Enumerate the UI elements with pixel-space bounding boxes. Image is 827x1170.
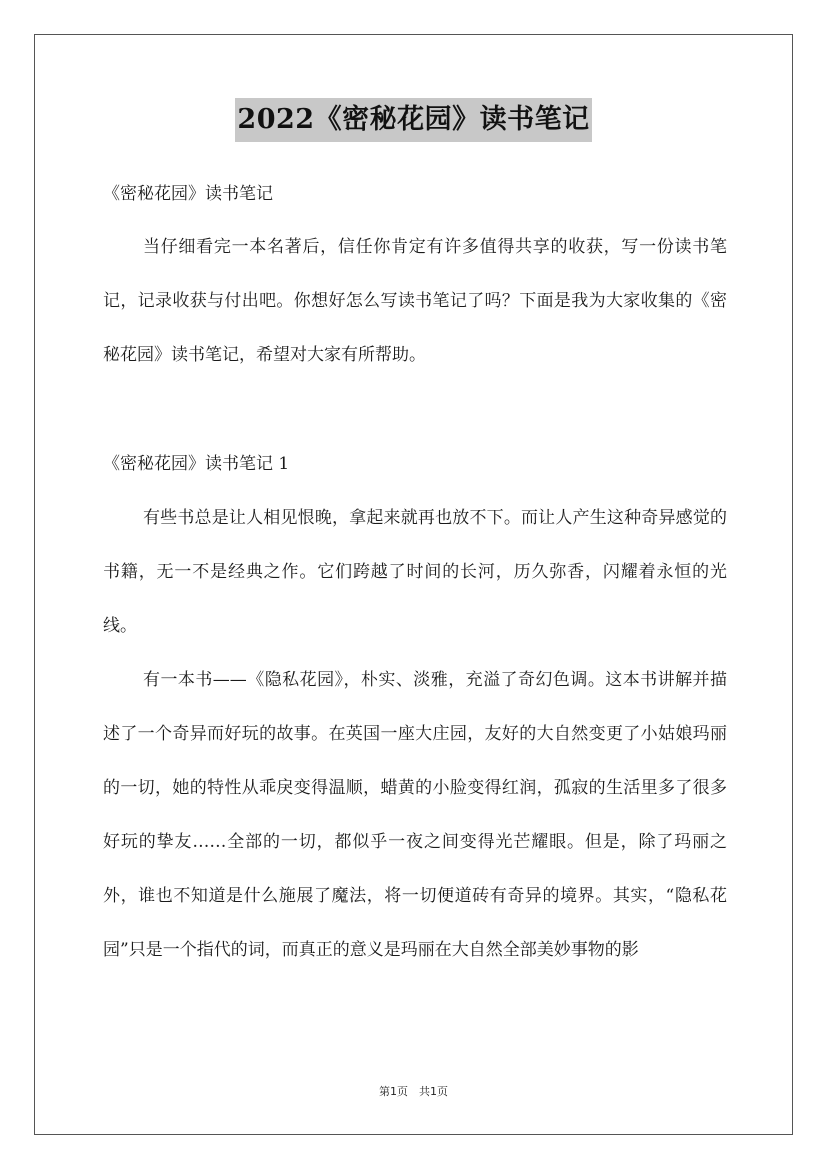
subheading[interactable]: 《密秘花园》读书笔记 bbox=[103, 184, 273, 204]
page-footer: 第1页 共1页 bbox=[379, 1085, 448, 1098]
intro-paragraph[interactable]: 当仔细看完一本名著后，信任你肯定有许多值得共享的收获，写一份读书笔记，记录收获与付出吧。你想好怎么写读书笔记了吗？下面是我为大家收集的《密秘花园》读书笔记，希望对大家有所帮助。 bbox=[103, 237, 727, 365]
title-container bbox=[0, 98, 827, 142]
section-1-paragraph-2[interactable]: 有一本书——《隐私花园》，朴实、淡雅，充溢了奇幻色调。这本书讲解并描述了一个奇异而好玩的故事。在英国一座大庄园，友好的大自然变更了小姑娘玛丽的一切，她的特性从乖戾变得温顺，蜡黄的小脸变得红润，孤寂的生活里多了很多好玩的挚友……全部的一切，都似乎一夜之间变得光芒耀眼。但是，除了玛丽之外，谁也不知道是什么施展了魔法，将一切便道砖有奇异的境界。其实，“隐私花园”只是一个指代的词，而真正的意义是玛丽在大自然全部美妙事物的影 bbox=[103, 670, 727, 960]
document-title[interactable]: 2022《密秘花园》读书笔记 bbox=[235, 98, 591, 142]
section-1-heading[interactable]: 《密秘花园》读书笔记 1 bbox=[103, 454, 290, 474]
section-1-paragraph-1[interactable]: 有些书总是让人相见恨晚，拿起来就再也放不下。而让人产生这种奇异感觉的书籍，无一不是经典之作。它们跨越了时间的长河，历久弥香，闪耀着永恒的光线。 bbox=[103, 508, 727, 636]
